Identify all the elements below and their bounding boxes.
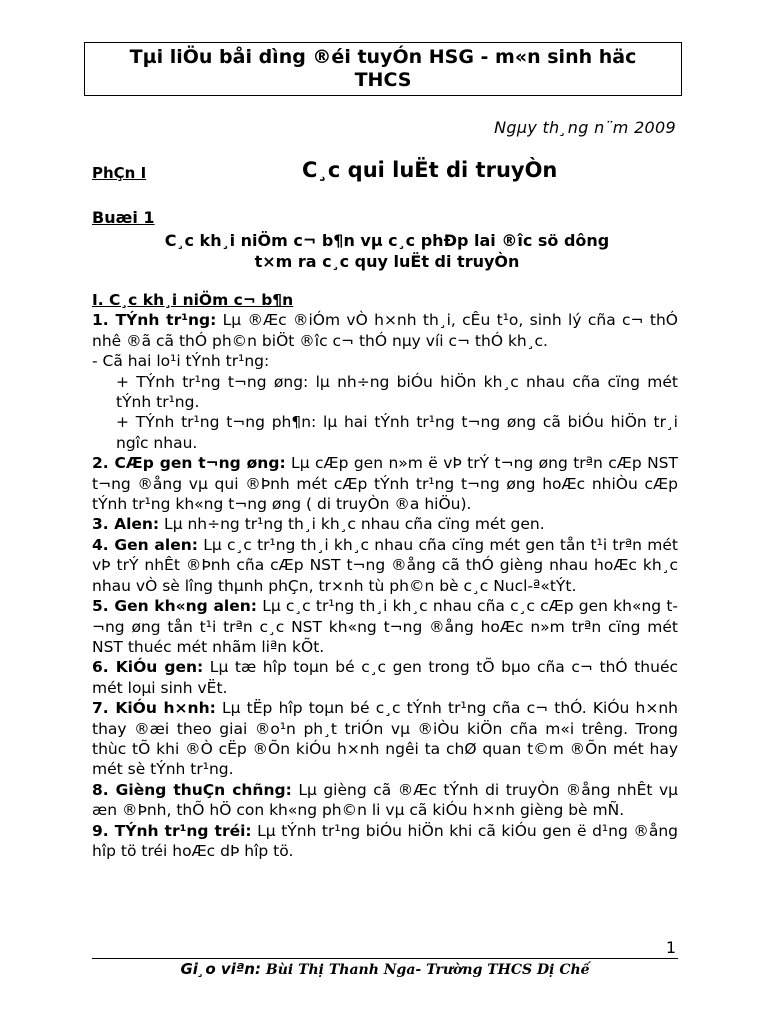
definition-text: Lµ c¸c tr¹ng th¸i kh¸c nhau cña cïng mét gen tån t¹i trªn mét vÞ trÝ nhÊt ®Þnh cña cÆp NST t¬ng ®ång cã thÓ gièng nhau hoÆc kh¸c nhau vÒ sè lîng thµnh phÇn, tr×nh tù ph©n bè c¸c Nucl-ª«tÝt.	[92, 535, 678, 595]
definition-item	[92, 596, 678, 657]
document-title-line1: Tµi liÖu båi dìng ®éi tuyÓn HSG - m«n sinh häc	[129, 46, 637, 68]
definition-term: 2. CÆp gen t¬ng øng:	[92, 454, 286, 473]
definition-term: 9. TÝnh tr¹ng tréi:	[92, 821, 252, 840]
definition-text: Lµ cÆp gen n»m ë vÞ trÝ t¬ng øng trªn cÆp NST t¬ng ®ång vµ qui ®Þnh mét cÆp tÝnh tr¹ng t¬ng øng hoÆc nhiÒu cÆp tÝnh tr¹ng kh«ng t¬ng øng ( di truyÒn ®a hiÖu).	[92, 454, 678, 514]
definition-item	[92, 698, 678, 780]
page-footer	[92, 960, 678, 978]
definition-text: + TÝnh tr¹ng t¬ng øng: lµ nh÷ng biÓu hiÖn kh¸c nhau cña cïng mét tÝnh tr¹ng.	[116, 372, 678, 412]
definition-term: 8. Gièng thuÇn chñng:	[92, 780, 292, 799]
section-heading: I. C¸c kh¸i niÖm c¬ b¶n	[92, 291, 294, 309]
footer-divider	[92, 958, 678, 959]
definition-text: + TÝnh tr¹ng t¬ng ph¶n: lµ hai tÝnh tr¹ng t¬ng øng cã biÓu hiÖn tr¸i ngîc nhau.	[116, 413, 678, 452]
definition-item	[92, 535, 678, 596]
definition-text: Lµ ®Æc ®iÓm vÒ h×nh th¸i, cÊu t¹o, sinh lý cña c¬ thÓ nhê ®ã cã thÓ ph©n biÖt ®îc c¬ thÓ nµy víi c¬ thÓ kh¸c.	[92, 311, 678, 350]
lesson-subtitle-line1: C¸c kh¸i niÖm c¬ b¶n vµ c¸c phÐp lai ®îc sö dông	[164, 231, 610, 250]
document-title-line2: THCS	[354, 69, 412, 91]
definition-term: 6. KiÓu gen:	[92, 658, 204, 677]
definition-term: 1. TÝnh tr¹ng:	[92, 311, 217, 330]
definition-item	[92, 821, 678, 862]
definition-text: Lµ tËp hîp toµn bé c¸c tÝnh tr¹ng cña c¬ thÓ. KiÓu h×nh thay ®æi theo giai ®o¹n ph¸t triÓn vµ ®iÒu kiÖn cña m«i trêng. Trong thùc tÕ khi ®Ò cËp ®Õn kiÓu h×nh ngêi ta chØ quan t©m ®Õn mét hay mét sè tÝnh tr¹ng.	[92, 699, 678, 779]
lesson-label: Buæi 1	[92, 208, 155, 227]
definition-term: 7. KiÓu h×nh:	[92, 699, 216, 718]
part-title: C¸c qui luËt di truyÒn	[302, 158, 558, 182]
definition-item	[92, 372, 678, 413]
footer-author: Bùi Thị Thanh Nga- Trường THCS Dị Chế	[260, 962, 590, 978]
definition-text: Lµ gièng cã ®Æc tÝnh di truyÒn ®ång nhÊt vµ æn ®Þnh, thÕ hÖ con kh«ng ph©n li vµ cã kiÓu h×nh gièng bè mÑ.	[92, 780, 678, 820]
definition-item	[92, 351, 678, 371]
definition-text: - Cã hai lo¹i tÝnh tr¹ng:	[92, 352, 270, 371]
lesson-subtitle	[92, 230, 682, 272]
document-body	[92, 290, 678, 861]
definition-term: 3. Alen:	[92, 515, 160, 534]
part-label: PhÇn I	[92, 164, 147, 182]
definition-item	[92, 657, 678, 698]
definition-term: 5. Gen kh«ng alen:	[92, 597, 257, 616]
definition-item	[92, 310, 678, 351]
definition-item	[92, 453, 678, 514]
footer-role: Gi¸o viªn:	[180, 960, 261, 978]
definition-list	[92, 310, 678, 861]
document-title-box	[84, 42, 682, 96]
definition-item	[92, 412, 678, 453]
definition-text: Lµ nh÷ng tr¹ng th¸i kh¸c nhau cña cïng mét gen.	[159, 515, 545, 534]
definition-text: Lµ c¸c tr¹ng th¸i kh¸c nhau cña c¸c cÆp gen kh«ng t¬ng øng tån t¹i trªn c¸c NST kh«ng t¬ng ®ång hoÆc n»m trªn cïng mét NST thuéc mét nhãm liªn kÕt.	[92, 597, 678, 656]
definition-item	[92, 780, 678, 821]
definition-item	[92, 514, 678, 534]
lesson-subtitle-line2: t×m ra c¸c quy luËt di truyÒn	[254, 252, 520, 271]
definition-text: Lµ tæ hîp toµn bé c¸c gen trong tÕ bµo cña c¬ thÓ thuéc mét loµi sinh vËt.	[92, 658, 679, 697]
definition-term: 4. Gen alen:	[92, 535, 198, 554]
definition-text: Lµ tÝnh tr¹ng biÓu hiÖn khi cã kiÓu gen ë d¹ng ®ång hîp tö tréi hoÆc dÞ hîp tö.	[92, 821, 678, 860]
date-line: Ngµy th¸ng n¨m 2009	[494, 118, 676, 137]
page-number: 1	[665, 938, 676, 957]
